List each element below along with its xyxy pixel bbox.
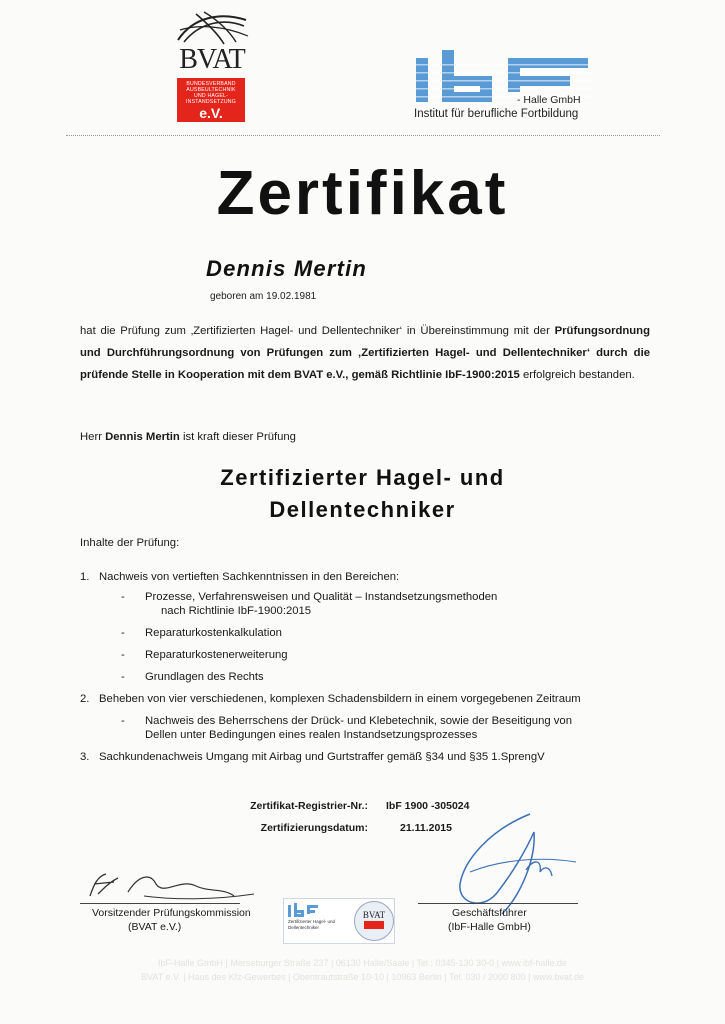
bvat-swoosh-icon — [174, 10, 250, 46]
exam-statement-text: hat die Prüfung zum ‚Zertifizierten Hagel- und Dellentechniker‘ in Übereinstimmung mit der — [80, 325, 550, 337]
footer-line-2: BVAT e.V. | Haus des Kfz-Gewerbes | Obentrautstraße 10-10 | 10963 Berlin | Tel. 030 / 2000 800 | www.bvat.de — [141, 972, 584, 982]
signatory-right-org: (IbF-Halle GmbH) — [448, 921, 531, 933]
signatory-right-title: Geschäftsführer — [452, 907, 527, 919]
bvat-red-box — [177, 78, 245, 122]
badge-text-1: Zertifizierter Hagel- und — [288, 919, 336, 924]
sub-item: Prozesse, Verfahrensweisen und Qualität – Instandsetzungsmethoden — [145, 591, 498, 603]
bvat-logo — [168, 10, 256, 122]
intro-name: Dennis Mertin — [105, 431, 180, 443]
sub-item-cont: nach Richtlinie IbF-1900:2015 — [161, 605, 312, 617]
list-number: 1. — [80, 571, 90, 583]
exam-statement — [80, 320, 650, 386]
bvat-line-1: BUNDESVERBAND — [186, 81, 236, 87]
badge-ibf-icon — [288, 903, 318, 917]
signatory-left-org: (BVAT e.V.) — [128, 921, 182, 933]
intro-post: ist kraft dieser Prüfung — [179, 431, 296, 443]
exam-statement-end: erfolgreich bestanden. — [519, 369, 635, 381]
sub-item: Reparaturkostenerweiterung — [145, 649, 288, 661]
certificate-title: Zertifikat — [216, 159, 509, 228]
registry-number-label: Zertifikat-Registrier-Nr.: — [250, 800, 368, 812]
list-item: Nachweis von vertieften Sachkenntnissen in den Bereichen: — [99, 571, 400, 583]
badge-seal-red — [364, 921, 384, 929]
exam-statement-bold: Prüfungsordnung und Durchführungsordnung von Prüfungen zum ‚Zertifizierten Hagel- und Dellentechniker‘ durch die prüfende Stelle in Kooperation mit dem BVAT e.V., gemäß Richtlinie IbF-1900:2015 — [80, 325, 650, 381]
list-dash: - — [121, 627, 125, 639]
badge-seal — [354, 901, 394, 941]
sub-item: Reparaturkostenkalkulation — [145, 627, 282, 639]
list-dash: - — [121, 715, 125, 727]
sub-item: Grundlagen des Rechts — [145, 671, 264, 683]
bvat-line-2: AUSBEULTECHNIK — [186, 87, 236, 93]
contents-label: Inhalte der Prüfung: — [80, 537, 180, 549]
certification-date-label: Zertifizierungsdatum: — [260, 822, 368, 834]
ibf-logo — [412, 50, 602, 122]
signatory-left-title: Vorsitzender Prüfungskommission — [92, 907, 251, 919]
badge-seal-text: BVAT — [362, 910, 386, 920]
bvat-wordmark: BVAT — [179, 44, 245, 75]
list-number: 2. — [80, 693, 90, 705]
signature-line-right — [418, 903, 578, 904]
signature-line-left — [80, 903, 240, 904]
certification-date-value: 21.11.2015 — [400, 822, 452, 834]
intro-pre: Herr — [80, 431, 106, 443]
list-dash: - — [121, 649, 125, 661]
recipient-birthdate: geboren am 19.02.1981 — [210, 291, 317, 302]
header-divider — [66, 135, 660, 136]
qualification-line-2: Dellentechniker — [269, 497, 456, 522]
qualification-intro — [80, 426, 650, 448]
certification-badge — [283, 898, 395, 944]
list-dash: - — [121, 671, 125, 683]
list-number: 3. — [80, 751, 90, 763]
qualification-title — [0, 462, 725, 526]
ibf-institut: Institut für berufliche Fortbildung — [414, 108, 579, 120]
footer-line-1: IbF-Halle GmbH | Merseburger Straße 237 | 06130 Halle/Saale | Tel.: 0345-130 30-0 | www.ibf-halle.de — [158, 958, 567, 968]
list-item: Sachkundenachweis Umgang mit Airbag und Gurtstraffer gemäß §34 und §35 1.SprengV — [99, 751, 545, 763]
list-item: Beheben von vier verschiedenen, komplexen Schadensbildern in einem vorgegebenen Zeitraum — [99, 693, 581, 705]
recipient-name: Dennis Mertin — [206, 256, 368, 281]
qualification-line-1: Zertifizierter Hagel- und — [220, 465, 505, 490]
sub-item: Nachweis des Beherrschens der Drück- und Klebetechnik, sowie der Beseitigung von — [145, 715, 572, 727]
sub-item-cont: Dellen unter Bedingungen eines realen Instandsetzungsprozesses — [145, 729, 478, 741]
ibf-halle: - Halle GmbH — [517, 94, 581, 106]
signature-left-icon — [84, 866, 284, 906]
bvat-line-3: UND HAGEL- — [194, 93, 228, 99]
bvat-ev: e.V. — [199, 105, 223, 121]
badge-text-2: Dellentechniker — [288, 924, 320, 930]
list-dash: - — [121, 591, 125, 603]
bvat-line-4: INSTANDSETZUNG — [186, 99, 236, 105]
badge-text — [288, 919, 344, 930]
registry-number-value: IbF 1900 -305024 — [386, 800, 470, 812]
